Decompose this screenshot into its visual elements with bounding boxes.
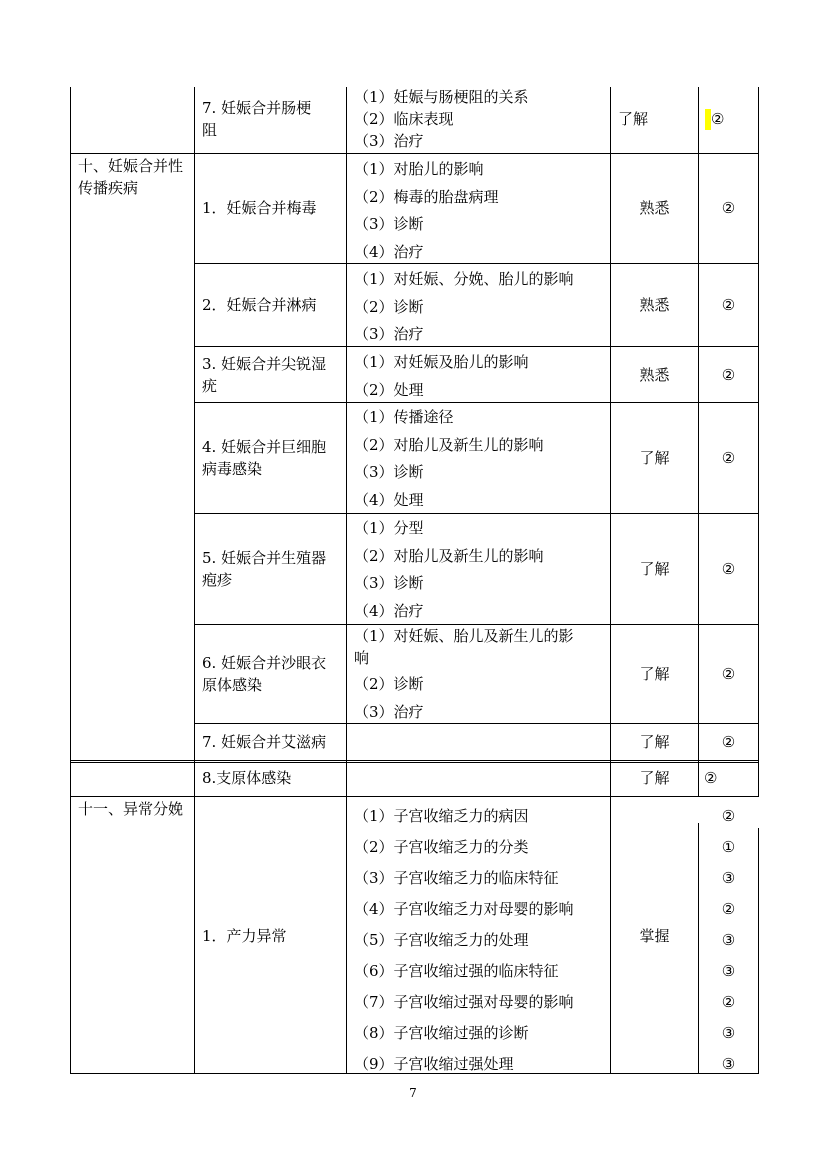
- content-cell: [354, 349, 529, 404]
- content-line: （1）子宫收缩乏力的病因: [354, 807, 529, 825]
- grade-column: [699, 801, 758, 1080]
- content-line: （3）诊断: [354, 463, 424, 481]
- level-cell: 了解: [639, 769, 670, 787]
- grade-cell: ②: [721, 366, 736, 384]
- content-line: （8）子宫收缩过强的诊断: [354, 1024, 529, 1042]
- content-cell: [354, 156, 499, 266]
- grade-cell: ②: [721, 733, 736, 751]
- content-cell: [354, 404, 544, 514]
- grade-cell: ①: [721, 838, 736, 856]
- grade-cell: ②: [704, 769, 718, 787]
- topic-line: 7. 妊娠合并肠梗: [202, 99, 312, 117]
- topic-cell: 2．妊娠合并淋病: [202, 296, 317, 314]
- content-line: （2）对胎儿及新生儿的影响: [354, 546, 544, 565]
- grade-cell: ③: [721, 1055, 736, 1073]
- content-line: （3）诊断: [354, 215, 424, 233]
- content-line: （3）诊断: [354, 574, 424, 592]
- grade-cell: ②: [721, 449, 736, 467]
- grade-cell: ②: [721, 296, 736, 314]
- chapter-line: 传播疾病: [78, 179, 139, 197]
- table-rule: [194, 87, 195, 1074]
- grade-cell: ③: [721, 962, 736, 980]
- topic-line: 6. 妊娠合并沙眼衣: [202, 654, 327, 672]
- topic-line: 5. 妊娠合并生殖器: [202, 549, 327, 567]
- content-line: （2）处理: [354, 380, 424, 399]
- content-line: （7）子宫收缩过强对母婴的影响: [354, 993, 574, 1011]
- grade-cell: ②: [721, 807, 736, 825]
- topic-cell: [202, 652, 326, 696]
- grade-cell: ②: [721, 560, 736, 578]
- topic-cell: [202, 547, 326, 591]
- level-cell: 熟悉: [639, 366, 670, 384]
- content-cell: [354, 671, 424, 726]
- topic-line: 疣: [202, 377, 218, 395]
- level-cell: 了解: [618, 110, 649, 128]
- topic-cell: [202, 436, 326, 480]
- content-line: （2）诊断: [354, 297, 424, 316]
- content-line: （3）治疗: [354, 702, 424, 721]
- level-cell: 了解: [639, 733, 670, 751]
- grade-cell: ②: [721, 199, 736, 217]
- topic-line: 4. 妊娠合并巨细胞: [202, 438, 327, 456]
- content-line: （2）梅毒的胎盘病理: [354, 187, 499, 206]
- page-number: 7: [409, 1086, 417, 1100]
- topic-line: 疱疹: [202, 571, 233, 589]
- table-rule: [698, 87, 699, 796]
- table-rule: [70, 762, 759, 763]
- topic-line: 3. 妊娠合并尖锐湿: [202, 355, 327, 373]
- grade-cell: ③: [721, 931, 736, 949]
- grade-cell: ②: [721, 900, 736, 918]
- content-cell: [354, 625, 574, 669]
- topic-cell: 1．产力异常: [202, 927, 287, 945]
- content-line: （1）分型: [354, 519, 424, 537]
- chapter-cell: 十一、异常分娩: [78, 800, 184, 818]
- topic-cell: 7. 妊娠合并艾滋病: [202, 733, 327, 751]
- topic-line: 原体感染: [202, 676, 263, 694]
- content-line: 响: [354, 649, 370, 667]
- content-line: （9）子宫收缩过强处理: [354, 1055, 514, 1073]
- topic-line: 阻: [202, 121, 218, 139]
- level-cell: 了解: [639, 665, 670, 683]
- table-rule: [346, 87, 347, 1074]
- content-line: （3）治疗: [354, 325, 424, 343]
- content-line: （1）妊娠与肠梗阻的关系: [354, 88, 529, 106]
- content-line: （4）子宫收缩乏力对母婴的影响: [354, 900, 574, 918]
- content-cell: [354, 515, 544, 625]
- content-cell: [354, 266, 574, 349]
- content-line: （2）子宫收缩乏力的分类: [354, 838, 529, 856]
- content-line: （1）对妊娠、胎儿及新生儿的影: [354, 627, 574, 645]
- content-line: （1）对胎儿的影响: [354, 160, 484, 178]
- grade-cell: ③: [721, 1024, 736, 1042]
- table-rule: [70, 760, 759, 761]
- content-line: （2）对胎儿及新生儿的影响: [354, 435, 544, 454]
- content-line: （3）子宫收缩乏力的临床特征: [354, 869, 559, 887]
- topic-cell: 1．妊娠合并梅毒: [202, 199, 317, 217]
- content-line: （5）子宫收缩乏力的处理: [354, 931, 529, 949]
- content-cell: [354, 801, 574, 1080]
- content-line: （3）治疗: [354, 132, 424, 150]
- level-cell: 了解: [639, 449, 670, 467]
- level-cell: 掌握: [639, 927, 670, 945]
- table-rule: [70, 87, 71, 1074]
- grade-cell: ②: [721, 665, 736, 683]
- level-cell: 熟悉: [639, 199, 670, 217]
- content-line: （1）传播途径: [354, 408, 454, 426]
- level-cell: 熟悉: [639, 296, 670, 314]
- topic-line: 病毒感染: [202, 460, 263, 478]
- grade-cell: ③: [721, 869, 736, 887]
- content-cell: [354, 86, 529, 152]
- table-rule: [758, 87, 759, 796]
- table-rule: [70, 796, 759, 797]
- chapter-cell: [78, 155, 183, 199]
- table-rule: [194, 723, 759, 724]
- chapter-line: 十、妊娠合并性: [78, 157, 184, 175]
- grade-cell: ②: [721, 993, 736, 1011]
- content-line: （6）子宫收缩过强的临床特征: [354, 962, 559, 980]
- content-line: （4）治疗: [354, 601, 424, 620]
- topic-cell: 8.支原体感染: [202, 769, 292, 787]
- table-rule: [758, 828, 759, 1074]
- grade-cell: ②: [711, 110, 725, 128]
- content-line: （4）处理: [354, 490, 424, 509]
- content-line: （1）对妊娠及胎儿的影响: [354, 353, 529, 371]
- topic-cell: [202, 97, 311, 141]
- content-line: （2）临床表现: [354, 110, 454, 128]
- table-rule: [70, 153, 759, 154]
- content-line: （4）治疗: [354, 242, 424, 261]
- content-line: （1）对妊娠、分娩、胎儿的影响: [354, 270, 574, 288]
- content-line: （2）诊断: [354, 675, 424, 693]
- topic-cell: [202, 353, 326, 397]
- level-cell: 了解: [639, 560, 670, 578]
